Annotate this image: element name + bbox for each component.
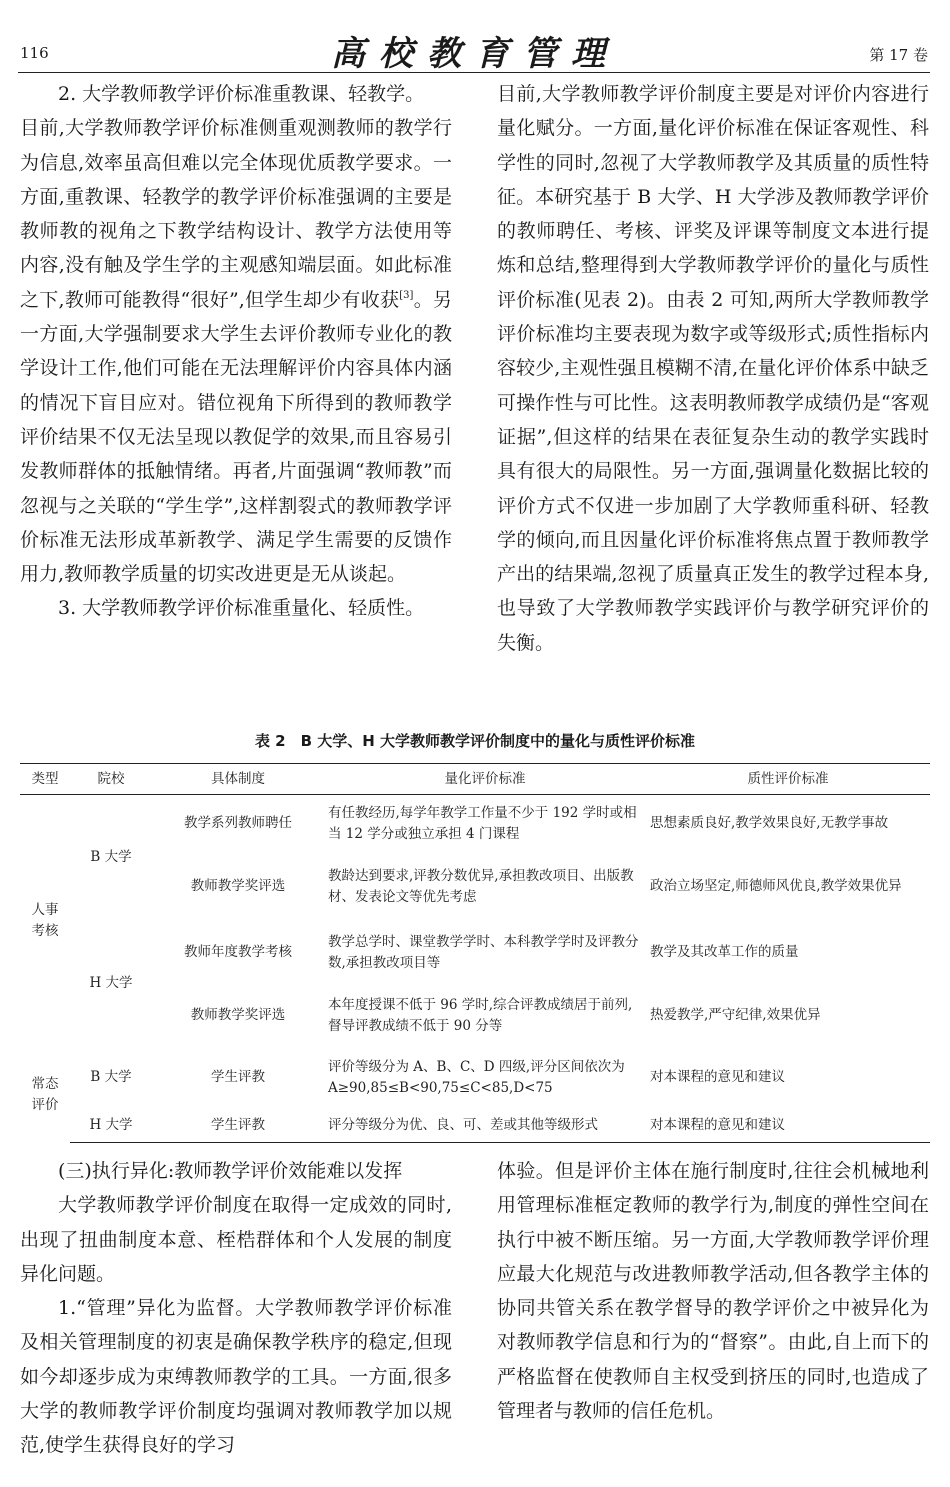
- column-bottom-right: [497, 1154, 929, 1428]
- cell-qualitative: 对本课程的意见和建议: [650, 1069, 785, 1085]
- page-header: [0, 0, 950, 80]
- column-bottom-left: [20, 1154, 452, 1463]
- header-school: 院校: [70, 764, 152, 795]
- header-qualitative: 质性评价标准: [646, 764, 930, 795]
- header-system: 具体制度: [152, 764, 324, 795]
- column-top-right: [497, 77, 929, 660]
- header-rule: [18, 72, 930, 73]
- cell-type: 人事考核: [31, 901, 59, 939]
- table-row: [20, 985, 930, 1047]
- cell-system: 教师教学奖评选: [190, 1007, 286, 1023]
- journal-title: 高校教育管理: [331, 34, 619, 74]
- paragraph: 目前,大学教师教学评价制度主要是对评价内容进行量化赋分。一方面,量化评价标准在保证客观性、科学性的同时,忽视了大学教师教学及其质量的质性特征。本研究基于 B 大学、H 大学涉及教师教学评价的教师聘任、考核、评奖及评课等制度文本进行提炼和总结,整理得到大学教师教学评价的量化与质性评价标准(见表 2)。由表 2 可知,两所大学教师教学评价标准均主要表现为数字或等级形式;质性指标内容较少,主观性强且模糊不清,在量化评价体系中缺乏可操作性与可比性。这表明教师教学成绩仍是“客观证据”,但这样的结果在表征复杂生动的教学实践时具有很大的局限性。另一方面,强调量化数据比较的评价方式不仅进一步加剧了大学教师重科研、轻教学的倾向,而且因量化评价标准将焦点置于教师教学产出的结果端,忽视了质量真正发生的教学过程本身,也导致了大学教师教学实践评价与教学研究评价的失衡。: [497, 83, 929, 654]
- cell-system: 学生评教: [152, 1109, 324, 1143]
- table-header-row: [20, 764, 930, 795]
- cell-quantitative: 本年度授课不低于 96 学时,综合评教成绩居于前列,督导评教成绩不低于 90 分等: [328, 996, 633, 1034]
- cell-system: 学生评教: [211, 1069, 265, 1085]
- header-quantitative: 量化评价标准: [324, 764, 646, 795]
- column-top-left: [20, 77, 452, 626]
- paragraph-text: 目前,大学教师教学评价标准侧重观测教师的教学行为信息,效率虽高但难以完全体现优质教学要求。一方面,重教课、轻教学的教学评价标准强调的主要是教师教的视角之下教学结构设计、教学方法使用等内容,没有触及学生学的主观感知端层面。如此标准之下,教师可能教得“很好”,但学生却少有收获: [20, 117, 452, 311]
- cell-qualitative: 思想素质良好,教学效果良好,无教学事故: [650, 815, 889, 832]
- cell-system: 教师年度教学考核: [184, 944, 292, 960]
- cell-qualitative: 对本课程的意见和建议: [646, 1109, 930, 1143]
- cell-quantitative: 评分等级分为优、良、可、差或其他等级形式: [324, 1109, 646, 1143]
- table-row: [20, 1109, 930, 1143]
- table-row: [20, 795, 930, 853]
- table-row: [20, 853, 930, 921]
- cell-school: B 大学: [90, 1069, 132, 1085]
- paragraph-text: 。另一方面,大学强制要求大学生去评价教师专业化的教学设计工作,他们可能在无法理解评价内容具体内涵的情况下盲目应对。错位视角下所得到的教师教学评价结果不仅无法呈现以教促学的效果,而且容易引发教师群体的抵触情绪。再者,片面强调“教师教”而忽视与之关联的“学生学”,这样割裂式的教师教学评价标准无法形成革新教学、满足学生需要的反馈作用力,教师教学质量的切实改进更是无从谈起。: [20, 288, 452, 586]
- evaluation-table: [20, 763, 930, 1143]
- volume-label: 第 17 卷: [869, 46, 928, 64]
- page-number: 116: [20, 44, 49, 62]
- cell-quantitative: 教龄达到要求,评教分数优异,承担教改项目、出版教材、发表论文等优先考虑: [328, 867, 634, 905]
- cell-type: 常态评价: [31, 1075, 59, 1113]
- paragraph: 体验。但是评价主体在施行制度时,往往会机械地利用管理标准框定教师的教学行为,制度的弹性空间在执行中被不断压缩。另一方面,大学教师教学评价理应最大化规范与改进教师教学活动,但各教学主体的协同共管关系在教学督导的教学评价之中被异化为对教师教学信息和行为的“督察”。由此,自上而下的严格监督在使教师自主权受到挤压的同时,也造成了管理者与教师的信任危机。: [497, 1160, 929, 1423]
- table-row: [20, 1047, 930, 1109]
- section-heading-3: 3. 大学教师教学评价标准重量化、轻质性。: [58, 597, 425, 620]
- cell-qualitative: 热爱教学,严守纪律,效果优异: [650, 1007, 821, 1023]
- cell-quantitative: 评价等级分为 A、B、C、D 四级,评分区间依次为 A≥90,85≤B<90,75≤C<85,D<75: [328, 1058, 625, 1096]
- cell-school: H 大学: [70, 1109, 152, 1143]
- table-title: 表 2 B 大学、H 大学教师教学评价制度中的量化与质性评价标准: [254, 732, 696, 750]
- cell-qualitative: 政治立场坚定,师德师风优良,教学效果优异: [650, 878, 902, 894]
- cell-system: 教师教学奖评选: [190, 878, 286, 894]
- paragraph: 大学教师教学评价制度在取得一定成效的同时,出现了扭曲制度本意、桎梏群体和个人发展的制度异化问题。: [20, 1194, 452, 1285]
- citation-3[interactable]: [3]: [399, 289, 414, 301]
- paragraph: [20, 111, 452, 591]
- cell-system: 教学系列教师聘任: [184, 815, 292, 832]
- cell-school: H 大学: [89, 975, 133, 991]
- cell-school: B 大学: [90, 849, 132, 866]
- cell-quantitative: 有任教经历,每学年教学工作量不少于 192 学时或相当 12 学分或独立承担 4 门课程: [328, 804, 637, 842]
- cell-qualitative: 教学及其改革工作的质量: [650, 944, 799, 960]
- header-type: 类型: [20, 764, 70, 795]
- table-row: [20, 921, 930, 985]
- section-heading-2: 2. 大学教师教学评价标准重教课、轻教学。: [58, 83, 425, 105]
- paragraph: 1.“管理”异化为监督。大学教师教学评价标准及相关管理制度的初衷是确保教学秩序的稳定,但现如今却逐步成为束缚教师教学的工具。一方面,很多大学的教师教学评价制度均强调对教师教学加以规范,使学生获得良好的学习: [20, 1297, 452, 1457]
- section-heading-c: (三)执行异化:教师教学评价效能难以发挥: [58, 1160, 403, 1182]
- cell-quantitative: 教学总学时、课堂教学学时、本科教学学时及评教分数,承担教改项目等: [328, 933, 639, 971]
